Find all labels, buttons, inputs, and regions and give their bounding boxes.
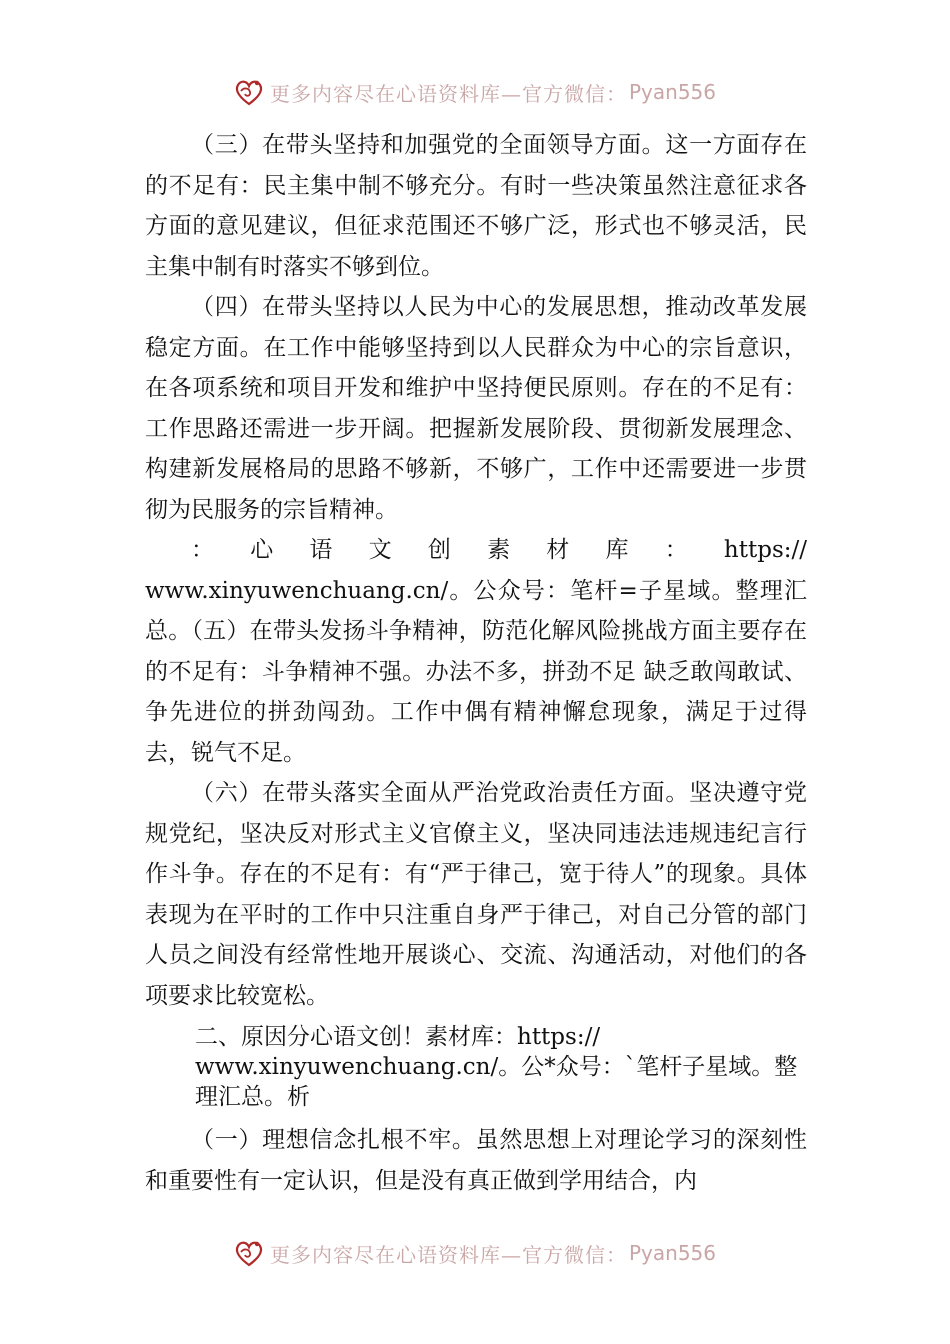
paragraph-five-source-line: ：心语文创素材库：https:// <box>191 537 807 563</box>
heart-curl-logo-icon <box>232 75 266 109</box>
paragraph-five: www.xinyuwenchuang.cn/。公众号：笔杆=子星域。整理汇总。（五）在带头发扬斗争精神，防范化解风险挑战方面主要存在的不足有：斗争精神不强。办法不多，拼劲不足 缺乏敢闯敢试、争先进位的拼劲闯劲。工作中偶有精神懈怠现象，满足于过得去，锐气不足。 <box>145 577 807 766</box>
watermark-text: 更多内容尽在心语资料库—官方微信： <box>270 1242 627 1267</box>
section-heading-reasons: 二、原因分心语文创！素材库：https:// www.xinyuwenchuang.cn/。公*众号：`笔杆子星域。整理汇总。析 <box>195 1024 798 1110</box>
paragraph-six: （六）在带头落实全面从严治党政治责任方面。坚决遵守党规党纪，坚决反对形式主义官僚主义，坚决同违法违规违纪言行作斗争。存在的不足有：有“严于律己，宽于待人”的现象。具体表现为在平时的工作中只注重自身严于律己，对自己分管的部门人员之间没有经常性地开展谈心、交流、沟通活动，对他们的各项要求比较宽松。 <box>145 780 807 1009</box>
watermark-footer <box>232 1233 752 1273</box>
paragraph-four: （四）在带头坚持以人民为中心的发展思想，推动改革发展稳定方面。在工作中能够坚持到以人民群众为中心的宗旨意识，在各项系统和项目开发和维护中坚持便民原则。存在的不足有：工作思路还需进一步开阔。把握新发展阶段、贯彻新发展理念、构建新发展格局的思路不够新，不够广，工作中还需要进一步贯彻为民服务的宗旨精神。 <box>145 294 807 523</box>
heart-curl-logo-icon <box>232 1236 266 1270</box>
paragraph-three: （三）在带头坚持和加强党的全面领导方面。这一方面存在的不足有：民主集中制不够充分。有时一些决策虽然注意征求各方面的意见建议，但征求范围还不够广泛，形式也不够灵活，民主集中制有时落实不够到位。 <box>145 132 807 280</box>
watermark-wechat-id: Pyan556 <box>629 1241 717 1265</box>
paragraph-reason-one: （一）理想信念扎根不牢。虽然思想上对理论学习的深刻性和重要性有一定认识，但是没有真正做到学用结合，内 <box>145 1127 807 1194</box>
document-body <box>145 125 807 1201</box>
watermark-text: 更多内容尽在心语资料库—官方微信： <box>270 81 627 106</box>
watermark-wechat-id: Pyan556 <box>629 80 717 104</box>
watermark-header <box>232 72 752 112</box>
